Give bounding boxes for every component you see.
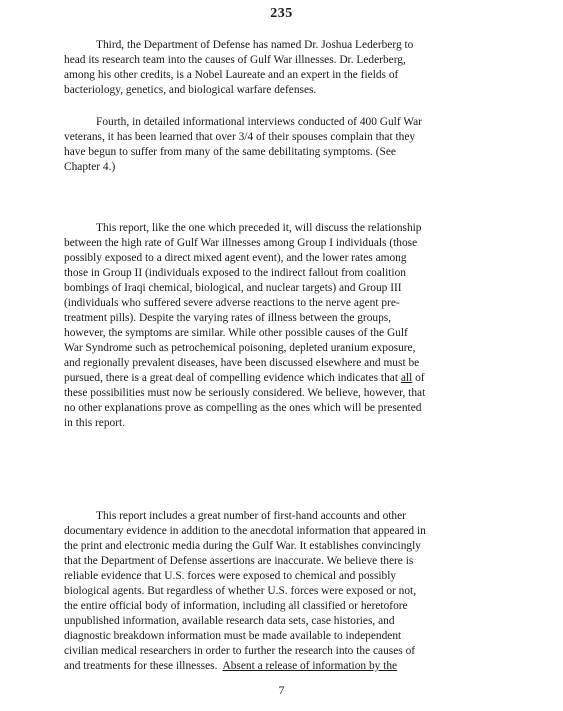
- text-line: head its research team into the causes of Gulf War illnesses. Dr. Lederberg,: [64, 54, 406, 66]
- text-line: (individuals who suffered severe adverse reactions to the nerve agent pre-: [64, 297, 400, 309]
- text-line: in this report.: [64, 417, 126, 429]
- text-line: and regionally prevalent diseases, have been discussed elsewhere and must be: [64, 357, 420, 369]
- paragraph-spouses: [64, 115, 518, 175]
- text-line: diagnostic breakdown information must be made available to independent: [64, 630, 402, 642]
- text-segment: of: [412, 372, 425, 384]
- text-line: reliable evidence that U.S. forces were exposed to chemical and possibly: [64, 570, 397, 582]
- top-page-number: 235: [270, 6, 293, 21]
- text-line: bacteriology, genetics, and biological warfare defenses.: [64, 84, 317, 96]
- text-line: these possibilities must now be seriously considered. We believe, however, that: [64, 387, 426, 399]
- text-segment: and treatments for these illnesses.: [64, 660, 218, 672]
- text-line: unpublished information, available research data sets, case histories, and: [64, 615, 395, 627]
- text-line: no other explanations prove as compelling as the ones which will be presented: [64, 402, 422, 414]
- text-line: War Syndrome such as petrochemical poisoning, depleted uranium exposure,: [64, 342, 416, 354]
- paragraph-groups: [64, 221, 518, 431]
- text-line: veterans, it has been learned that over 3/4 of their spouses complain that they: [64, 131, 416, 143]
- text-line: [64, 371, 518, 386]
- text-line: documentary evidence in addition to the anecdotal information that appeared in: [64, 525, 426, 537]
- bottom-page-number: 7: [278, 683, 285, 697]
- text-line: This report, like the one which preceded it, will discuss the relationship: [96, 222, 422, 234]
- paragraph-evidence: [64, 509, 518, 674]
- text-line: have begun to suffer from many of the same debilitating symptoms. (See: [64, 146, 396, 158]
- text-line: between the high rate of Gulf War illnesses among Group I individuals (those: [64, 237, 418, 249]
- text-line: among his other credits, is a Nobel Laureate and an expert in the fields of: [64, 69, 399, 81]
- text-line: civilian medical researchers in order to further the research into the causes of: [64, 645, 416, 657]
- text-line: biological agents. But regardless of whether U.S. forces were exposed or not,: [64, 585, 417, 597]
- text-line: however, the symptoms are similar. While other possible causes of the Gulf: [64, 327, 408, 339]
- text-line: Chapter 4.): [64, 161, 116, 173]
- text-line: the print and electronic media during the Gulf War. It establishes convincingly: [64, 540, 421, 552]
- underlined-word: all: [400, 372, 413, 384]
- text-line: This report includes a great number of first-hand accounts and other: [96, 510, 406, 522]
- text-line: possibly exposed to a direct mixed agent event), and the lower rates among: [64, 252, 407, 264]
- text-line: Fourth, in detailed informational interviews conducted of 400 Gulf War: [96, 116, 422, 128]
- underlined-text: Absent a release of information by the: [222, 660, 398, 672]
- text-line: those in Group II (individuals exposed to the indirect fallout from coalition: [64, 267, 406, 279]
- text-line: the entire official body of information, including all classified or heretofore: [64, 600, 408, 612]
- text-line: Third, the Department of Defense has named Dr. Joshua Lederberg to: [96, 39, 414, 51]
- text-segment: pursued, there is a great deal of compelling evidence which indicates that: [64, 372, 398, 384]
- text-line: [64, 659, 518, 674]
- text-line: bombings of Iraqi chemical, biological, and nuclear targets) and Group III: [64, 282, 402, 294]
- text-line: that the Department of Defense assertions are inaccurate. We believe there is: [64, 555, 414, 567]
- text-line: treatment pills). Despite the varying rates of illness between the groups,: [64, 312, 392, 324]
- paragraph-lederberg: [64, 38, 518, 98]
